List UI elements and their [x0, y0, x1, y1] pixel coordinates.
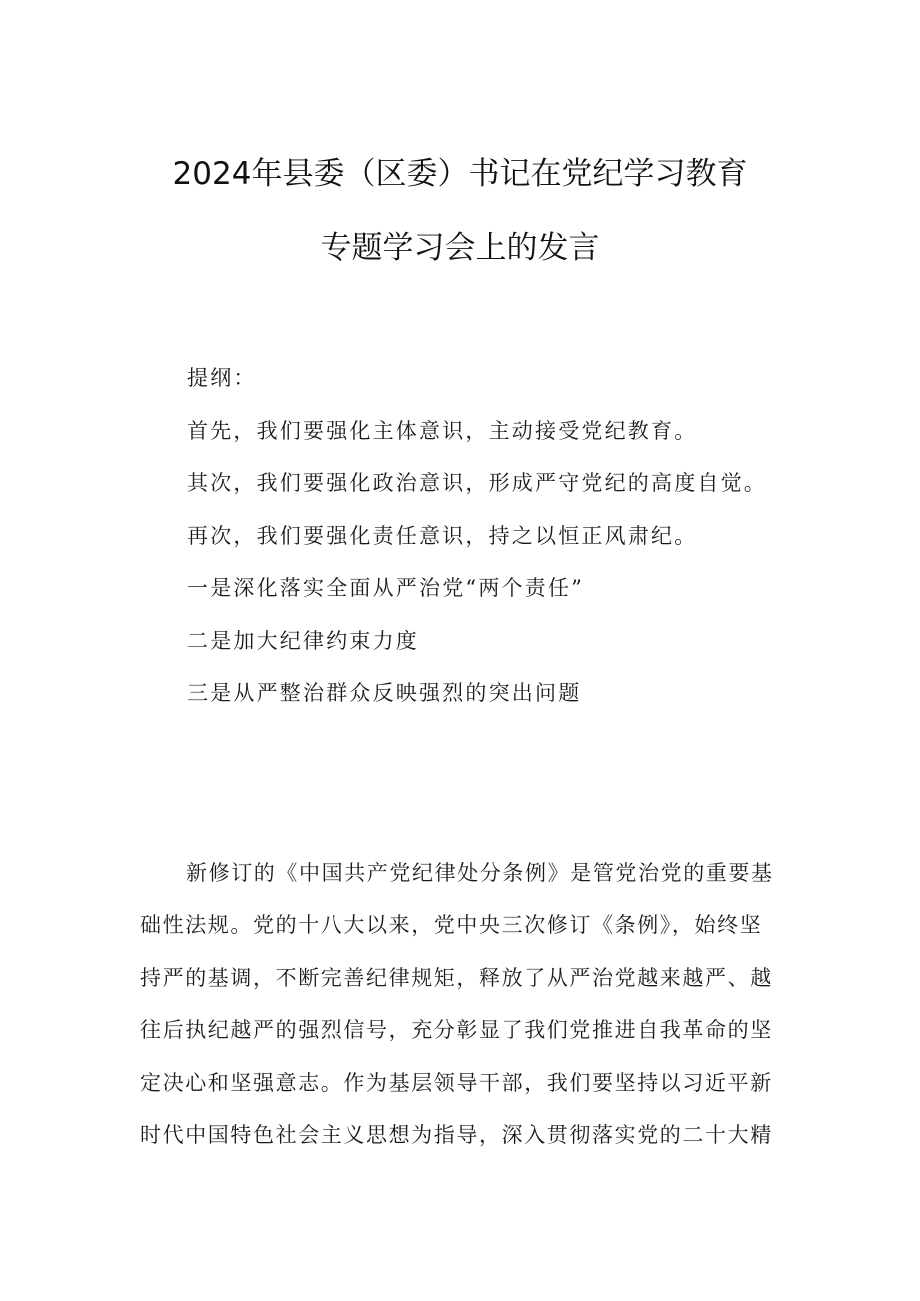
- document-title-line-1: 2024年县委（区委）书记在党纪学习教育: [172, 156, 748, 192]
- body-paragraph: [140, 858, 790, 1172]
- body-line: 新修订的《中国共产党纪律处分条例》是管党治党的重要基: [186, 861, 774, 885]
- document-title-line-2: 专题学习会上的发言: [320, 230, 600, 266]
- outline-item: 二是加大纪律约束力度: [187, 628, 419, 653]
- outline-item: 再次，我们要强化责任意识，持之以恒正风肃纪。: [187, 523, 698, 548]
- outline-item: 其次，我们要强化政治意识，形成严守党纪的高度自觉。: [187, 471, 767, 495]
- outline-item: 三是从严整治群众反映强烈的突出问题: [187, 681, 582, 705]
- body-line: 础性法规。党的十八大以来，党中央三次修订《条例》，始终坚: [140, 913, 763, 938]
- outline-section: [187, 363, 867, 731]
- outline-item: 一是深化落实全面从严治党“两个责任”: [187, 576, 585, 600]
- body-line: 时代中国特色社会主义思想为指导，深入贯彻落实党的二十大精: [140, 1122, 773, 1147]
- body-line: 往后执纪越严的强烈信号，充分彰显了我们党推进自我革命的坚: [140, 1018, 773, 1043]
- outline-item: 首先，我们要强化主体意识，主动接受党纪教育。: [187, 418, 698, 443]
- outline-heading: 提纲：: [187, 366, 257, 390]
- body-line: 定决心和坚强意志。作为基层领导干部，我们要坚持以习近平新: [140, 1070, 773, 1095]
- body-line: 持严的基调，不断完善纪律规矩，释放了从严治党越来越严、越: [140, 965, 773, 990]
